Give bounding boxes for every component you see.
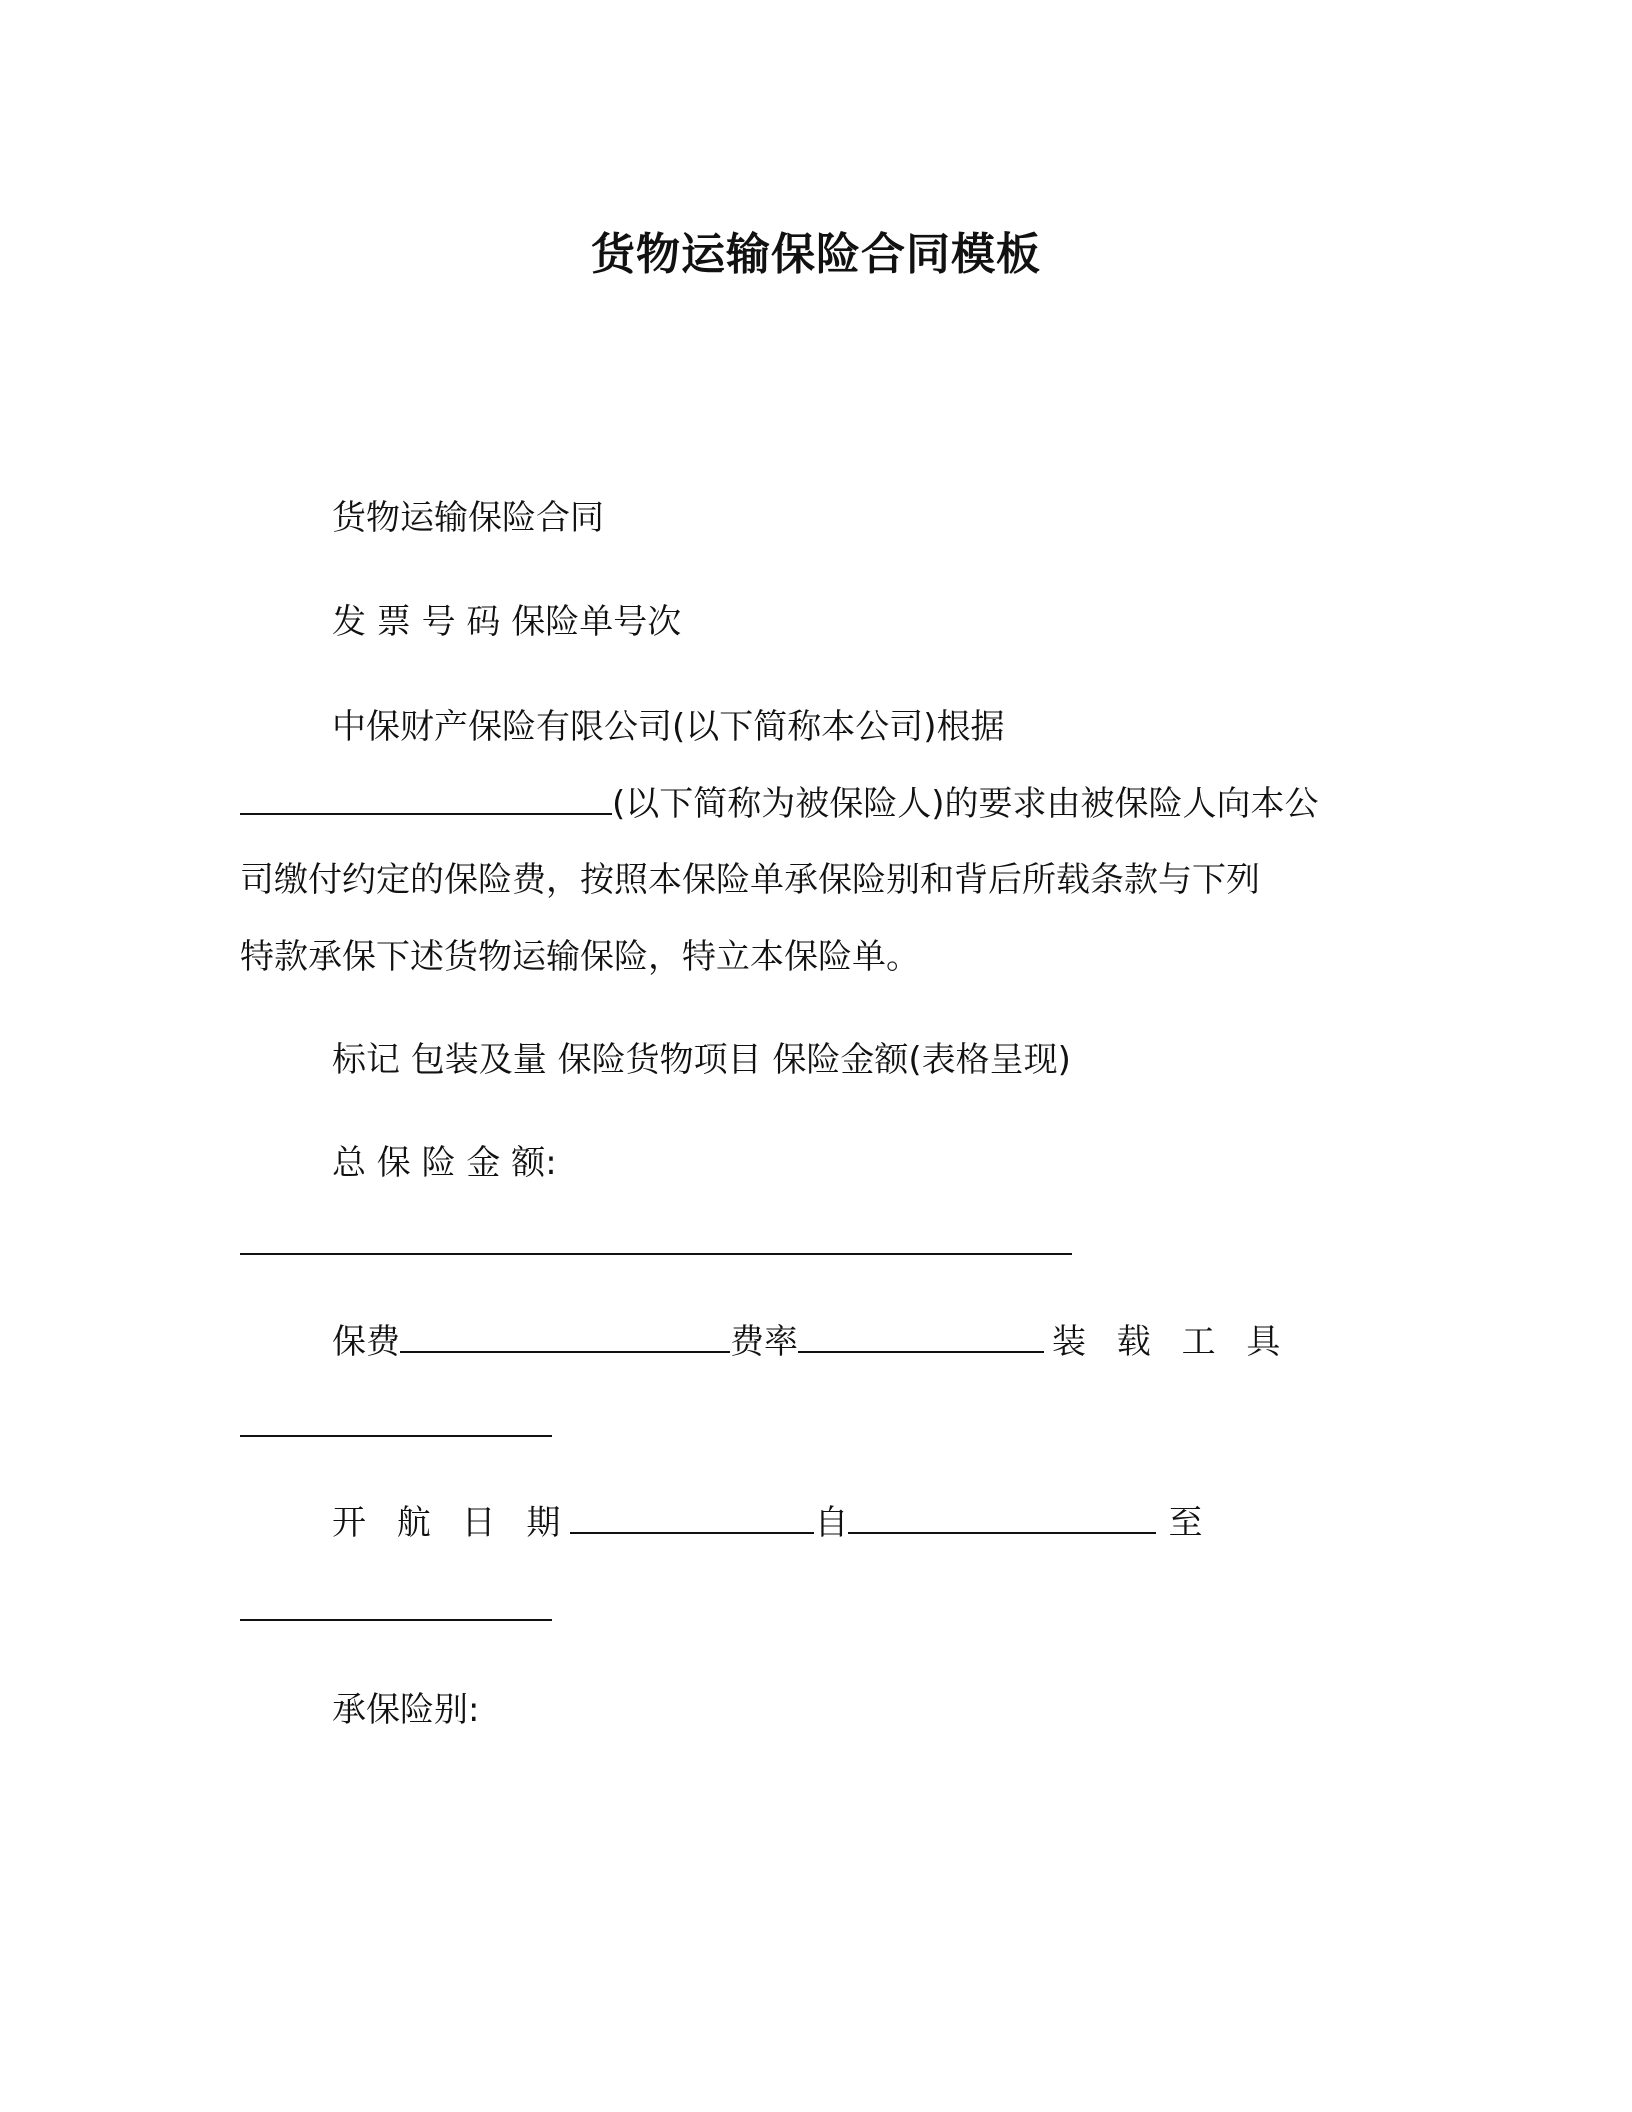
paragraph-line-4: 特款承保下述货物运输保险，特立本保险单。	[240, 937, 920, 977]
rate-blank[interactable]	[798, 1323, 1044, 1353]
premium-rate-line	[332, 1322, 1290, 1362]
contract-heading: 货物运输保险合同	[332, 498, 604, 538]
loading-vehicle-line	[240, 1406, 552, 1446]
paragraph-line-2-text: (以下简称为被保险人)的要求由被保险人向本公	[612, 784, 1319, 824]
document-title: 货物运输保险合同模板	[591, 229, 1041, 280]
from-blank[interactable]	[848, 1504, 1156, 1534]
to-label: 至	[1168, 1503, 1203, 1543]
premium-label: 保费	[332, 1322, 400, 1362]
destination-blank[interactable]	[240, 1591, 552, 1621]
loading-vehicle-blank[interactable]	[240, 1407, 552, 1437]
items-table-header: 标记 包装及量 保险货物项目 保险金额(表格呈现)	[332, 1040, 1071, 1080]
loading-vehicle-label: 装 载 工 具	[1052, 1322, 1291, 1362]
coverage-label: 承保险别:	[332, 1690, 480, 1730]
from-label: 自	[814, 1503, 849, 1543]
sailing-date-label: 开 航 日 期	[332, 1503, 571, 1543]
destination-line	[240, 1590, 552, 1630]
paragraph-line-1: 中保财产保险有限公司(以下简称本公司)根据	[332, 707, 1005, 747]
invoice-number-line: 发 票 号 码 保险单号次	[332, 602, 682, 642]
sailing-date-line	[332, 1503, 1202, 1543]
total-amount-blank[interactable]	[240, 1225, 1072, 1255]
total-insured-amount-label: 总 保 险 金 额:	[332, 1143, 557, 1183]
paragraph-line-3: 司缴付约定的保险费，按照本保险单承保险别和背后所载条款与下列	[240, 860, 1260, 900]
sailing-date-blank[interactable]	[570, 1504, 814, 1534]
paragraph-line-2	[240, 784, 1319, 824]
insured-name-blank[interactable]	[240, 785, 612, 815]
rate-label: 费率	[730, 1322, 798, 1362]
total-amount-line	[240, 1224, 1072, 1264]
premium-blank[interactable]	[400, 1323, 730, 1353]
